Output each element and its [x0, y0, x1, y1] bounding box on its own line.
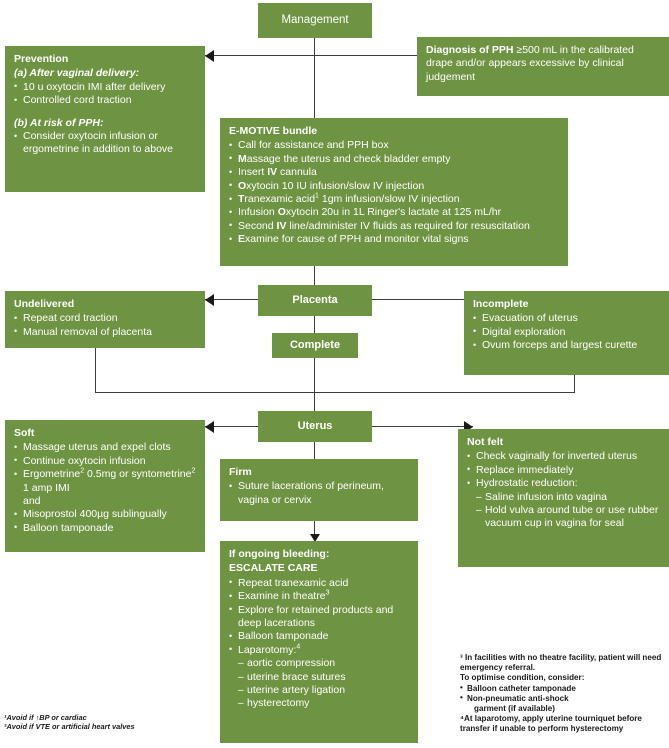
item-text: Balloon tamponade: [238, 630, 329, 643]
list-item: • Repeat cord traction: [14, 312, 196, 325]
footnote-marker: 1: [315, 192, 319, 200]
item-text: assage the uterus and check bladder empty: [246, 152, 451, 165]
node-management[interactable]: [258, 3, 372, 38]
list-item: [229, 193, 559, 206]
connector-uterus-to-firm: [314, 442, 315, 460]
item-bold: IV: [267, 166, 278, 179]
soft-list: [14, 441, 196, 535]
item-text: Repeat tranexamic acid: [238, 576, 349, 589]
arrow-to-soft: [205, 421, 214, 433]
list-item: – Saline infusion into vagina: [467, 491, 660, 504]
escalate-list: [229, 577, 409, 711]
list-item: • Balloon catheter tamponade: [460, 684, 669, 694]
item-bold: O: [277, 206, 286, 219]
prevention-list-b: [14, 130, 196, 157]
list-item: – hysterectomy: [229, 697, 409, 710]
not-felt-list: [467, 450, 660, 530]
footnote-3-list: [460, 684, 669, 715]
item-bold: E: [238, 233, 246, 246]
arrow-to-undelivered: [205, 294, 214, 306]
item-text: Second: [238, 219, 277, 232]
item-text3: 1 amp IMI: [23, 481, 70, 494]
list-item: [229, 577, 409, 590]
footnote-marker: 2: [191, 467, 196, 475]
footnote-2: ²Avoid if VTE or artificial heart valves: [4, 721, 135, 731]
firm-title: Firm: [229, 466, 252, 478]
connector-management-vertical: [314, 38, 315, 118]
item-text2: xytocin 20u in 1L Ringer's lactate at 125 mL/hr: [285, 206, 502, 219]
node-emotive-bundle[interactable]: [220, 118, 568, 266]
item-bold: T: [238, 193, 245, 206]
list-item: [229, 166, 559, 179]
item-text: ranexamic acid: [244, 193, 316, 206]
management-label: Management: [281, 13, 349, 26]
node-incomplete[interactable]: [464, 291, 669, 375]
footnote-4: ⁴At laparotomy, apply uterine tourniquet before transfer if unable to perform hysterectomy: [460, 714, 642, 734]
footnotes-left: [4, 714, 204, 732]
not-felt-title: Not felt: [467, 436, 504, 448]
list-item: [229, 604, 409, 631]
item-text: Continue oxytocin infusion: [23, 454, 146, 467]
item-text2: line/administer IV fluids as required for resuscitation: [286, 219, 530, 232]
list-item: [14, 508, 196, 521]
prevention-list-a: [14, 81, 196, 108]
list-item: – uterine brace sutures: [229, 671, 409, 684]
undelivered-list: [14, 312, 196, 339]
connector-emotive-to-placenta: [314, 265, 315, 287]
connector-complete-to-uterus: [314, 358, 315, 411]
item-text: Balloon tamponade: [23, 521, 114, 534]
footnote-3-line1: ³ In facilities with no theatre facility, patient will need emergency referral.: [460, 653, 662, 673]
uterus-label: Uterus: [297, 419, 333, 432]
connector-merge-horizontal: [95, 392, 575, 393]
node-uterus[interactable]: [258, 411, 372, 442]
node-complete[interactable]: [272, 333, 358, 358]
diagnosis-body: ≥500 mL in the calibrated drape and/or appears excessive by clinical judgement: [426, 44, 634, 83]
footnote-1: ¹Avoid if ↑BP or cardiac: [4, 713, 87, 722]
list-item: • Digital exploration: [473, 326, 660, 339]
list-item: [229, 139, 559, 152]
item-text: and: [23, 495, 41, 508]
emotive-title: E-MOTIVE bundle: [229, 125, 318, 137]
footnote-marker: 3: [325, 589, 330, 597]
item-text: Infusion: [238, 206, 278, 219]
diagnosis-text: [426, 44, 634, 83]
list-item: • 10 u oxytocin IMI after delivery: [14, 81, 196, 94]
item-bold: IV: [276, 219, 287, 232]
list-item: • Evacuation of uterus: [473, 312, 660, 325]
list-item: – aortic compression: [229, 657, 409, 670]
footnote-3-line2: To optimise condition, consider:: [460, 673, 585, 683]
list-item: [229, 153, 559, 166]
item-text: xamine for cause of PPH and monitor vital signs: [245, 233, 469, 246]
node-prevention[interactable]: [5, 46, 205, 192]
arrow-to-prevention: [205, 50, 214, 62]
list-item: • Controlled cord traction: [14, 94, 196, 107]
escalate-title: If ongoing bleeding:: [229, 548, 330, 560]
soft-title: Soft: [14, 427, 35, 439]
node-not-felt[interactable]: [458, 429, 669, 567]
list-item: [229, 180, 559, 193]
list-item: [229, 630, 409, 643]
list-item: – uterine artery ligation: [229, 684, 409, 697]
prevention-sub-b: (b) At risk of PPH:: [14, 116, 104, 129]
item-text: Examine in theatre: [238, 590, 326, 603]
firm-list: [229, 480, 409, 507]
list-item: • Hydrostatic reduction:: [467, 477, 660, 490]
placenta-label: Placenta: [292, 293, 338, 306]
incomplete-list: [473, 312, 660, 352]
complete-label: Complete: [289, 338, 341, 351]
item-text: Misoprostol 400µg sublingually: [23, 508, 167, 521]
list-item: • Consider oxytocin infusion or ergometrine in addition to above: [14, 130, 196, 157]
footnote-marker: 4: [296, 643, 301, 651]
item-text2: 1gm infusion/slow IV injection: [318, 193, 460, 206]
prevention-title: Prevention: [14, 53, 69, 65]
item-text: Insert: [238, 166, 268, 179]
list-item: [229, 233, 559, 246]
escalate-title2: ESCALATE CARE: [229, 562, 318, 575]
list-item: • Manual removal of placenta: [14, 326, 196, 339]
item-text2: cannula: [277, 166, 317, 179]
connector-prevention-diagnosis-line: [205, 55, 433, 56]
footnote-marker: 2: [80, 467, 85, 475]
incomplete-title: Incomplete: [473, 298, 529, 310]
list-item: [14, 455, 196, 468]
item-text: Laparotomy:: [238, 643, 297, 656]
list-item: [14, 495, 196, 508]
node-soft[interactable]: [5, 420, 205, 552]
connector-placenta-to-complete: [314, 315, 315, 334]
node-undelivered[interactable]: [5, 291, 205, 348]
item-text: Explore for retained products and deep lacerations: [238, 603, 394, 630]
emotive-list: [229, 139, 559, 246]
list-item: – Hold vulva around tube or use rubber vacuum cup in vagina for seal: [467, 504, 660, 531]
list-item: [229, 644, 409, 657]
prevention-sub-a: (a) After vaginal delivery:: [14, 67, 140, 80]
node-firm[interactable]: [220, 459, 418, 521]
node-placenta[interactable]: [258, 285, 372, 316]
list-item: [229, 590, 409, 603]
list-item: • Check vaginally for inverted uterus: [467, 450, 660, 463]
list-item: [14, 441, 196, 454]
list-item: garment (if available): [474, 704, 555, 714]
list-item: • Non-pneumatic anti-shock: [460, 694, 669, 704]
list-item: [14, 468, 196, 495]
diagnosis-title: Diagnosis of PPH: [426, 44, 514, 56]
item-text: Call for assistance and PPH box: [238, 139, 389, 152]
item-bold: O: [238, 179, 247, 192]
list-item: • Suture lacerations of perineum, vagina or cervix: [229, 480, 409, 507]
connector-undelivered-drop: [95, 348, 96, 393]
list-item: [14, 522, 196, 535]
item-text: Massage uterus and expel clots: [23, 441, 171, 454]
connector-incomplete-drop: [574, 375, 575, 393]
list-item: • Ovum forceps and largest curette: [473, 339, 660, 352]
item-text: Ergometrine: [23, 468, 81, 481]
node-escalate-care[interactable]: [220, 541, 418, 743]
list-item: [229, 220, 559, 233]
item-text2: 0.5mg or syntometrine: [84, 468, 192, 481]
node-diagnosis[interactable]: [417, 37, 669, 96]
item-bold: M: [238, 152, 247, 165]
spacer: [14, 108, 196, 117]
footnotes-right: [460, 653, 669, 735]
item-text: xytocin 10 IU infusion/slow IV injection: [246, 179, 425, 192]
list-item: • Replace immediately: [467, 464, 660, 477]
undelivered-title: Undelivered: [14, 298, 75, 310]
list-item: [229, 206, 559, 219]
